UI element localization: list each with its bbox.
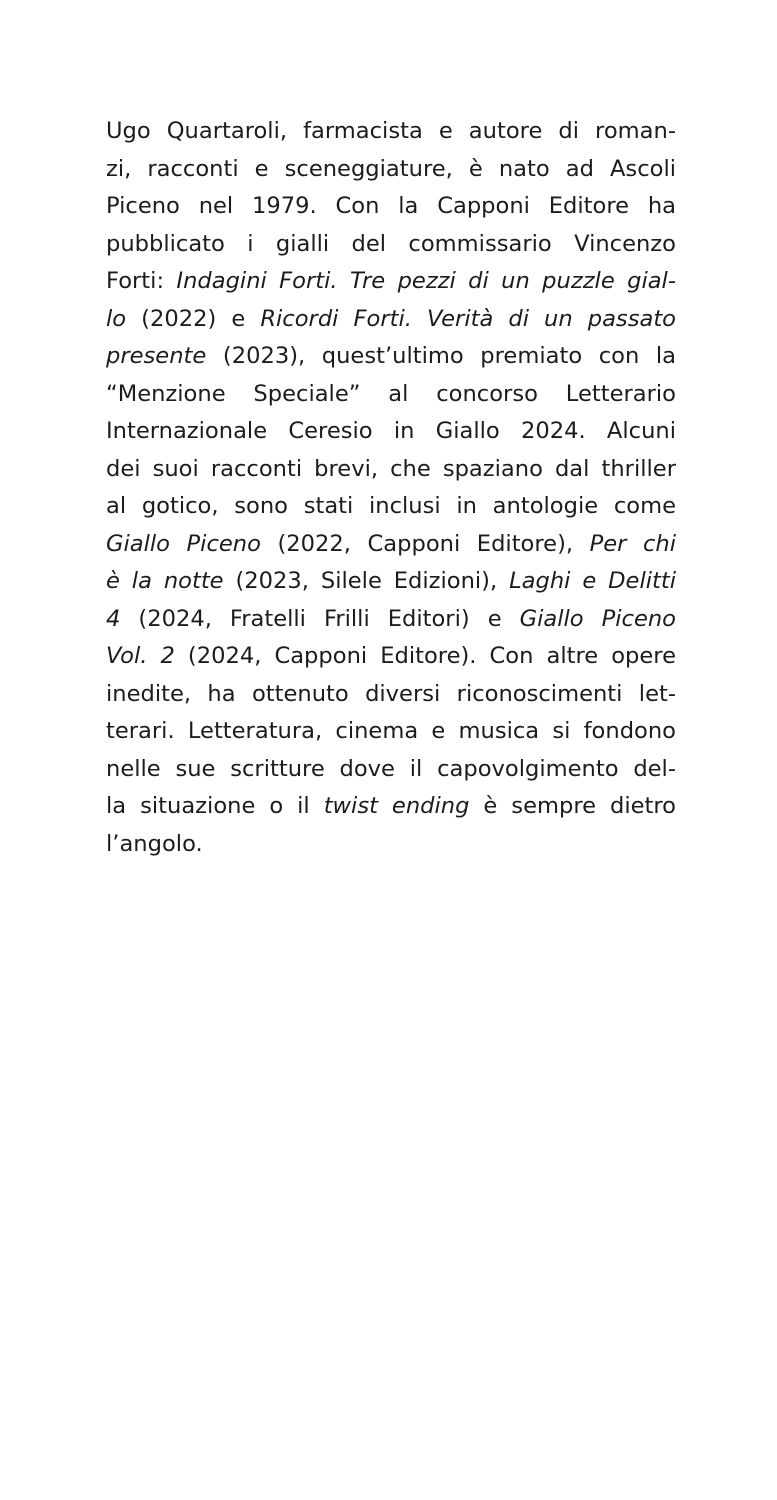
bio-text: (2023, Silele Edizioni), [223, 568, 510, 594]
bio-text: (2022) e [126, 305, 261, 332]
bio-line [106, 113, 676, 151]
bio-line [106, 788, 676, 826]
bio-line [106, 526, 676, 564]
bio-line [106, 751, 676, 789]
bio-line [106, 563, 676, 601]
bio-text: (2022, Capponi Editore), [260, 530, 590, 557]
bio-text: (2024, Fratelli Frilli Editori) e [120, 605, 520, 632]
bio-line [106, 451, 676, 489]
bio-text: Ugo Quartaroli, farmacista e autore di roman- [106, 118, 676, 144]
bio-line [106, 376, 676, 414]
bio-line [106, 676, 676, 714]
bio-text: nelle sue scritture dove il capovolgimento del- [106, 755, 676, 782]
bio-text: Piceno nel 1979. Con la Capponi Editore ha [106, 193, 676, 219]
bio-line [106, 301, 676, 339]
italic-title-text: 4 [106, 605, 121, 632]
bio-text: Internazionale Ceresio in Giallo 2024. Alcuni [106, 418, 676, 444]
bio-line [106, 713, 676, 751]
bio-text: al gotico, sono stati inclusi in antologie come [106, 493, 676, 519]
bio-text: la situazione o il [106, 793, 324, 819]
bio-text: (2023), quest’ultimo premiato con la [206, 343, 676, 369]
italic-title-text: Laghi e Delitti [509, 568, 676, 594]
italic-title-text: Vol. 2 [106, 643, 175, 669]
bio-line [106, 151, 676, 189]
bio-text: è sempre dietro [469, 793, 677, 819]
bio-text: terari. Letteratura, cinema e musica si fondono [106, 718, 676, 744]
bio-text: “Menzione Speciale” al concorso Letterario [106, 380, 676, 407]
bio-text: zi, racconti e sceneggiature, è nato ad Ascoli [106, 155, 676, 182]
bio-line [106, 188, 676, 226]
italic-title-text: Per chi [589, 530, 677, 557]
italic-title-text: è la notte [106, 568, 224, 594]
italic-title-text: presente [106, 343, 207, 369]
bio-text: inedite, ha ottenuto diversi riconoscimenti let- [106, 680, 676, 707]
bio-text: pubblicato i gialli del commissario Vincenzo [106, 230, 676, 257]
bio-text: dei suoi racconti brevi, che spaziano dal thriller [106, 455, 676, 482]
bio-line [106, 826, 676, 864]
bio-line [106, 413, 676, 451]
italic-title-text: Indagini Forti. Tre pezzi di un puzzle gial- [176, 268, 676, 294]
italic-title-text: Giallo Piceno [519, 605, 676, 632]
bio-text: l’angolo. [106, 830, 203, 857]
italic-title-text: Ricordi Forti. Verità di un passato [260, 305, 676, 332]
bio-line [106, 226, 676, 264]
italic-title-text: twist ending [323, 793, 470, 819]
bio-line [106, 488, 676, 526]
bio-line [106, 601, 676, 639]
bio-line [106, 338, 676, 376]
author-biography [106, 113, 676, 863]
bio-text: (2024, Capponi Editore). Con altre opere [174, 643, 676, 669]
bio-line [106, 263, 676, 301]
italic-title-text: Giallo Piceno [106, 530, 261, 557]
italic-title-text: lo [106, 305, 127, 332]
bio-text: Forti: [106, 268, 177, 294]
bio-line [106, 638, 676, 676]
